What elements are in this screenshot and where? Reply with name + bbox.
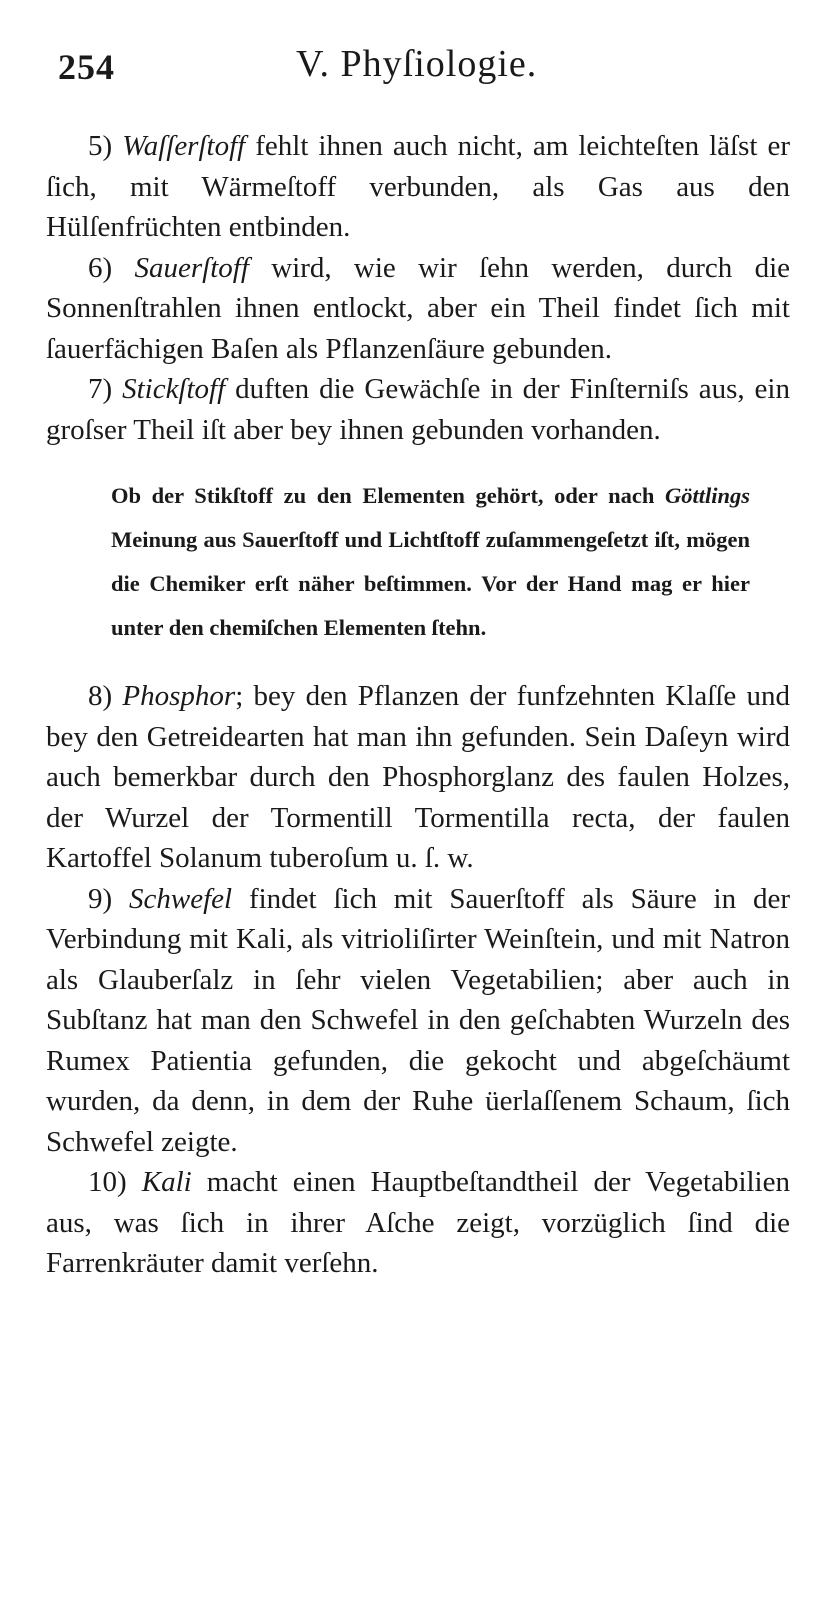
note-author-name: Göttlings (664, 483, 750, 508)
item-term: Phosphor (122, 680, 236, 712)
item-term: Kali (141, 1166, 192, 1198)
item-text: ; bey den Pflanzen der funfzehnten Klaſſe und bey den Getreidearten hat man ihn gefunden. Sein Daſeyn wird auch bemerkbar durch den Phosphorglanz des faulen Holzes, der Wurzel der Tormentill Tormentilla recta, der faulen Kartoffel Solanum tuberoſum u. ſ. w. (46, 680, 791, 874)
item-text: wird, wie wir ſehn werden, durch die Sonnenſtrahlen ihnen entlockt, aber ein Theil findet ſich mit ſauerfächigen Baſen als Pflanzenſäure gebunden. (46, 251, 791, 365)
item-term: Sauerſtoff (134, 251, 249, 284)
paragraph-hydrogen (46, 126, 790, 248)
paragraph-nitrogen (46, 369, 790, 450)
paragraph-potash (46, 1162, 790, 1284)
item-term: Waſſerſtoff (122, 130, 246, 162)
item-text: findet ſich mit Sauerſtoff als Säure in der Verbindung mit Kali, als vitrioliſirter Weinſtein, und mit Natron als Glauberſalz in ſehr vielen Vegetabilien; aber auch in Subſtanz hat man den Schwefel in den geſchabten Wurzeln des Rumex Patientia gefunden, die gekocht und abgeſchäumt wurden, da denn, in dem der Ruhe üerlaſſenem Schaum, ſich Schwefel zeigte. (46, 882, 790, 1158)
note-text-before: Ob der Stikſtoff zu den Elementen gehört, oder nach (111, 483, 665, 508)
paragraph-oxygen (46, 248, 790, 370)
paragraph-sulphur (46, 879, 790, 1163)
page-body (46, 126, 790, 1284)
note-text-after: Meinung aus Sauerſtoff und Lichtſtoff zuſammengeſetzt iſt, mögen die Chemiker erſt näher beſtimmen. Vor der Hand mag er hier unter den chemiſchen Elementen ſtehn. (111, 527, 750, 640)
page-number: 254 (58, 47, 115, 87)
item-number: 8) (88, 680, 113, 712)
item-text: duften die Gewächſe in der Finſterniſs aus, ein groſser Theil iſt aber bey ihnen gebunden vorhanden. (46, 373, 790, 446)
item-number: 7) (88, 373, 113, 405)
item-number: 10) (88, 1166, 127, 1198)
item-number: 6) (88, 251, 113, 284)
running-head: V. Phyſiologie. (296, 43, 538, 85)
item-number: 5) (88, 130, 113, 162)
item-term: Schwefel (129, 882, 233, 915)
item-text: fehlt ihnen auch nicht, am leichteſten läſst er ſich, mit Wärmeſtoff verbunden, als Gas aus den Hülſenfrüchten entbinden. (46, 130, 791, 243)
item-text: macht einen Hauptbeſtandtheil der Vegetabilien aus, was ſich in ihrer Aſche zeigt, vorzüglich ſind die Farrenkräuter damit verſehn. (46, 1166, 790, 1279)
nitrogen-note (111, 474, 750, 650)
item-term: Stickſtoff (122, 373, 226, 405)
page-header (58, 42, 758, 92)
paragraph-phosphorus (46, 676, 790, 879)
item-number: 9) (88, 882, 113, 915)
